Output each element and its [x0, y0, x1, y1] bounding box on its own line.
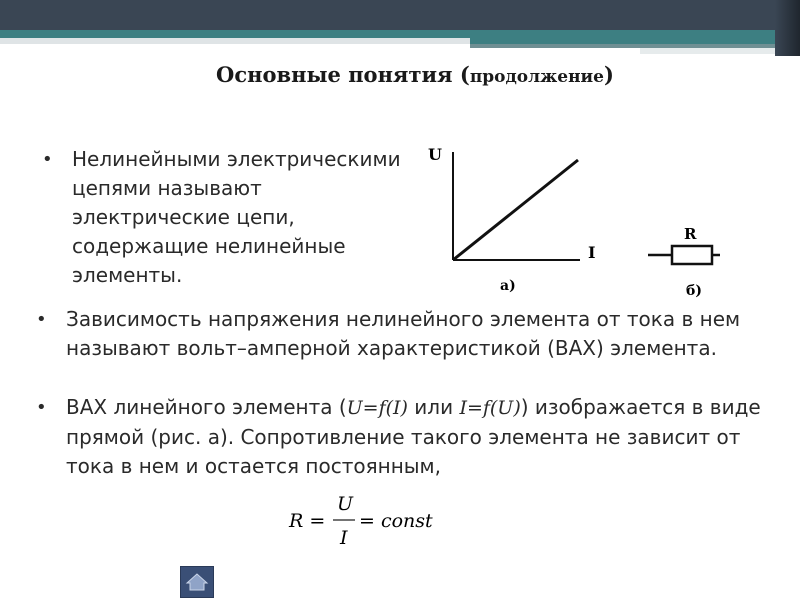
- formula-numerator: U: [337, 493, 354, 515]
- caption-a: а): [500, 278, 516, 294]
- home-icon: [181, 567, 213, 597]
- bullet-dot: •: [42, 149, 53, 170]
- bullet-dot: •: [36, 309, 47, 330]
- formula-lhs: R =: [289, 510, 326, 532]
- bullet-text-or: или: [407, 395, 460, 419]
- bullet-text-start: ВАХ линейного элемента (: [66, 395, 347, 419]
- resistor-body: [672, 246, 712, 264]
- resistor-label: R: [684, 225, 697, 243]
- bullet-definition: [42, 145, 402, 290]
- slide-title: [0, 62, 800, 87]
- title-close: ): [604, 62, 614, 87]
- header-light-strip: [0, 38, 470, 44]
- bullet-linear-element: [36, 393, 786, 481]
- formula-resistance: [285, 490, 455, 550]
- header-edge: [775, 0, 800, 56]
- title-subtitle: продолжение: [469, 67, 604, 87]
- formula-rhs: = const: [359, 510, 433, 532]
- bullet-text: Нелинейными электрическими цепями называют электрические цепи, содержащие нелинейные элементы.: [72, 147, 401, 287]
- formula-denominator: I: [340, 527, 348, 549]
- x-axis-label: I: [588, 243, 596, 262]
- y-axis-label: U: [428, 145, 442, 164]
- home-button[interactable]: [180, 566, 214, 598]
- bullet-text: Зависимость напряжения нелинейного элемента от тока в нем называют вольт–амперной характеристикой (ВАХ) элемента.: [66, 307, 741, 360]
- formula-u-of-i: U=f(I): [346, 397, 408, 419]
- figure-vah: [420, 140, 720, 305]
- formula-i-of-u: I=f(U): [459, 397, 521, 419]
- bullet-vah-definition: [36, 305, 786, 363]
- bullet-dot: •: [36, 397, 47, 418]
- header-band: [0, 0, 800, 30]
- bullet-text-end: ) изображается в виде прямой (рис. а). Сопротивление такого элемента не зависит от тока в нем и остается постоянным,: [66, 395, 761, 478]
- title-main: Основные понятия (: [216, 62, 470, 87]
- vah-line: [453, 160, 578, 260]
- caption-b: б): [686, 283, 702, 299]
